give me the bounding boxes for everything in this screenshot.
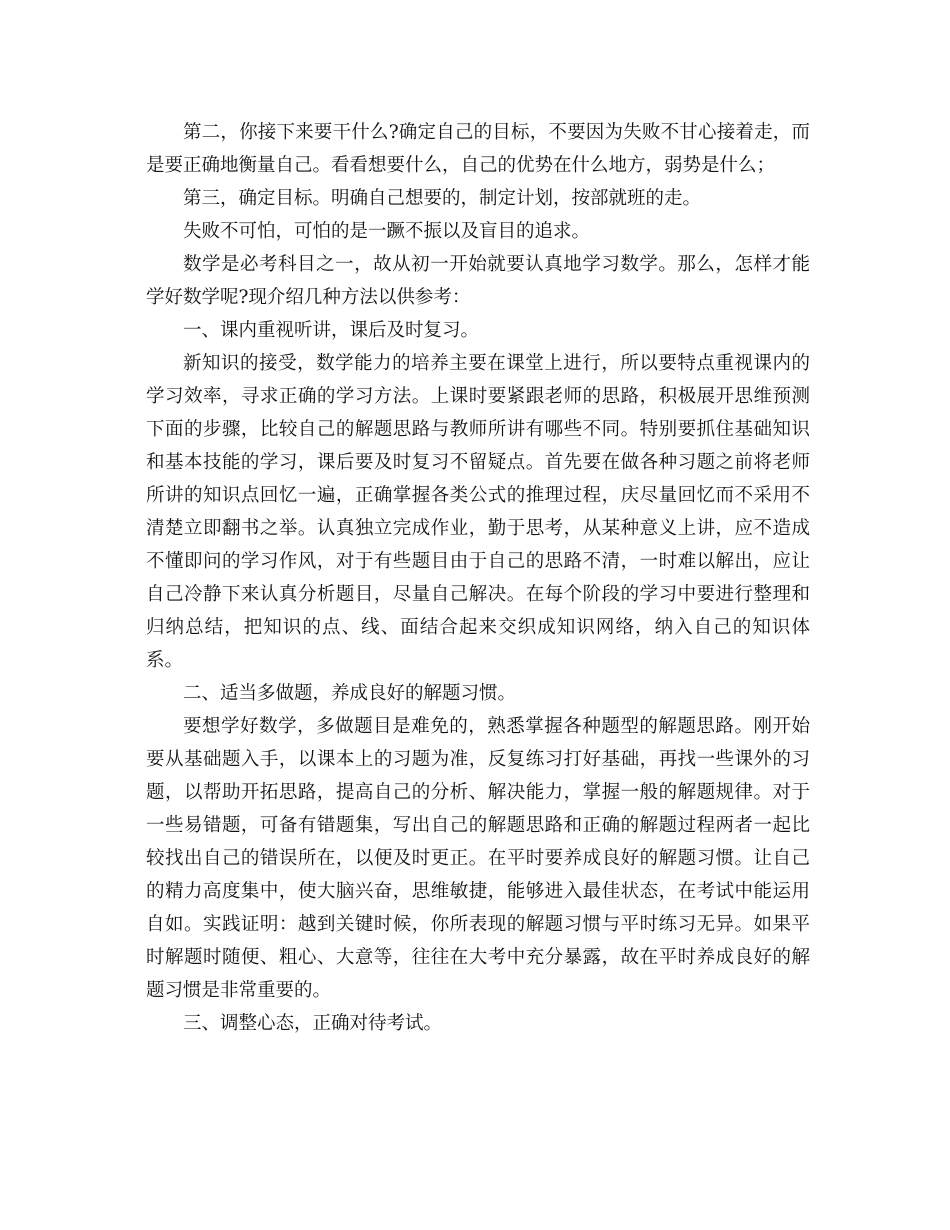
- paragraph-math-intro: 数学是必考科目之一，故从初一开始就要认真地学习数学。那么，怎样才能学好数学呢?现介绍几种方法以供参考：: [146, 254, 810, 308]
- paragraph-method-2: 要想学好数学，多做题目是难免的，熟悉掌握各种题型的解题思路。刚开始要从基础题入手，以课本上的习题为准，反复练习打好基础，再找一些课外的习题，以帮助开拓思路，提高自己的分析、解决能力，掌握一般的解题规律。对于一些易错题，可备有错题集，写出自己的解题思路和正确的解题过程两者一起比较找出自己的错误所在，以便及时更正。在平时要养成良好的解题习惯。让自己的精力高度集中，使大脑兴奋，思维敏捷，能够进入最佳状态，在考试中能运用自如。实践证明：越到关键时候，你所表现的解题习惯与平时练习无异。如果平时解题时随便、粗心、大意等，往往在大考中充分暴露，故在平时养成良好的解题习惯是非常重要的。: [146, 716, 810, 1001]
- heading-method-2: 二、适当多做题，养成良好的解题习惯。: [183, 683, 517, 704]
- paragraph-failure: 失败不可怕，可怕的是一蹶不振以及盲目的追求。: [183, 221, 591, 242]
- heading-method-1: 一、课内重视听讲，课后及时复习。: [183, 320, 480, 341]
- paragraph-set-target: 第三，确定目标。明确自己想要的，制定计划，按部就班的走。: [183, 188, 702, 209]
- heading-method-3: 三、调整心态，正确对待考试。: [183, 1013, 443, 1034]
- paragraph-goal: 第二，你接下来要干什么?确定自己的目标，不要因为失败不甘心接着走，而是要正确地衡量自己。看看想要什么，自己的优势在什么地方，弱势是什么；: [146, 122, 810, 176]
- document-body: [146, 116, 810, 1040]
- paragraph-method-1: 新知识的接受，数学能力的培养主要在课堂上进行，所以要特点重视课内的学习效率，寻求正确的学习方法。上课时要紧跟老师的思路，积极展开思维预测下面的步骤，比较自己的解题思路与教师所讲有哪些不同。特别要抓住基础知识和基本技能的学习，课后要及时复习不留疑点。首先要在做各种习题之前将老师所讲的知识点回忆一遍，正确掌握各类公式的推理过程，庆尽量回忆而不采用不清楚立即翻书之举。认真独立完成作业，勤于思考，从某种意义上讲，应不造成不懂即问的学习作风，对于有些题目由于自己的思路不清，一时难以解出，应让自己冷静下来认真分析题目，尽量自己解决。在每个阶段的学习中要进行整理和归纳总结，把知识的点、线、面结合起来交织成知识网络，纳入自己的知识体系。: [146, 353, 810, 671]
